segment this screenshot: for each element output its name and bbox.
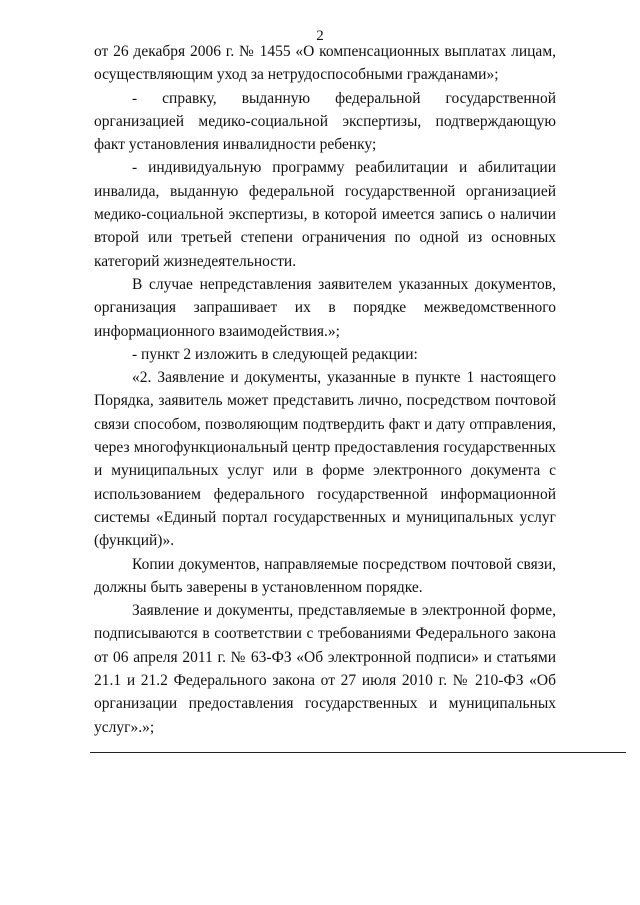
footer-divider bbox=[90, 752, 626, 753]
document-body bbox=[94, 40, 556, 739]
paragraph-item-2-amendment: - пункт 2 изложить в следующей редакции: bbox=[132, 345, 418, 363]
paragraph-certificate-item: - справку, выданную федеральной государственной организацией медико-социальной экспертизы, подтверждающую факт установления инвалидности ребенку; bbox=[94, 89, 556, 154]
paragraph-electronic-signature: Заявление и документы, представляемые в электронной форме, подписываются в соответствии с требованиями Федерального закона от 06 апреля 2011 г. № 63-ФЗ «Об электронной подписи» и статьями 21.1 и 21.2 Федерального закона от 27 июля 2010 г. № 210-ФЗ «Об организации предоставления государственных и муниципальных услуг».»; bbox=[94, 602, 556, 736]
paragraph-interagency-request: В случае непредставления заявителем указанных документов, организация запрашивает их в порядке межведомственного информационного взаимодействия.»; bbox=[94, 275, 556, 340]
page-number: 2 bbox=[316, 28, 324, 44]
paragraph-postal-copies: Копии документов, направляемые посредством почтовой связи, должны быть заверены в установленном порядке. bbox=[94, 555, 556, 596]
paragraph-rehabilitation-program-item: - индивидуальную программу реабилитации и абилитации инвалида, выданную федеральной государственной организацией медико-социальной экспертизы, в которой имеется запись о наличии второй или третьей степени ограничения по одной из основных категорий жизнедеятельности. bbox=[94, 159, 556, 270]
paragraph-item-2-text: «2. Заявление и документы, указанные в пункте 1 настоящего Порядка, заявитель может представить лично, посредством почтовой связи способом, позволяющим подтвердить факт и дату отправления, через многофункциональный центр предоставления государственных и муниципальных услуг или в форме электронного документа с использованием федерального государственной информационной системы «Единый портал государственных и муниципальных услуг (функций)». bbox=[94, 369, 556, 550]
paragraph-continuation: от 26 декабря 2006 г. № 1455 «О компенсационных выплатах лицам, осуществляющим уход за нетрудоспособными гражданами»; bbox=[94, 43, 556, 84]
